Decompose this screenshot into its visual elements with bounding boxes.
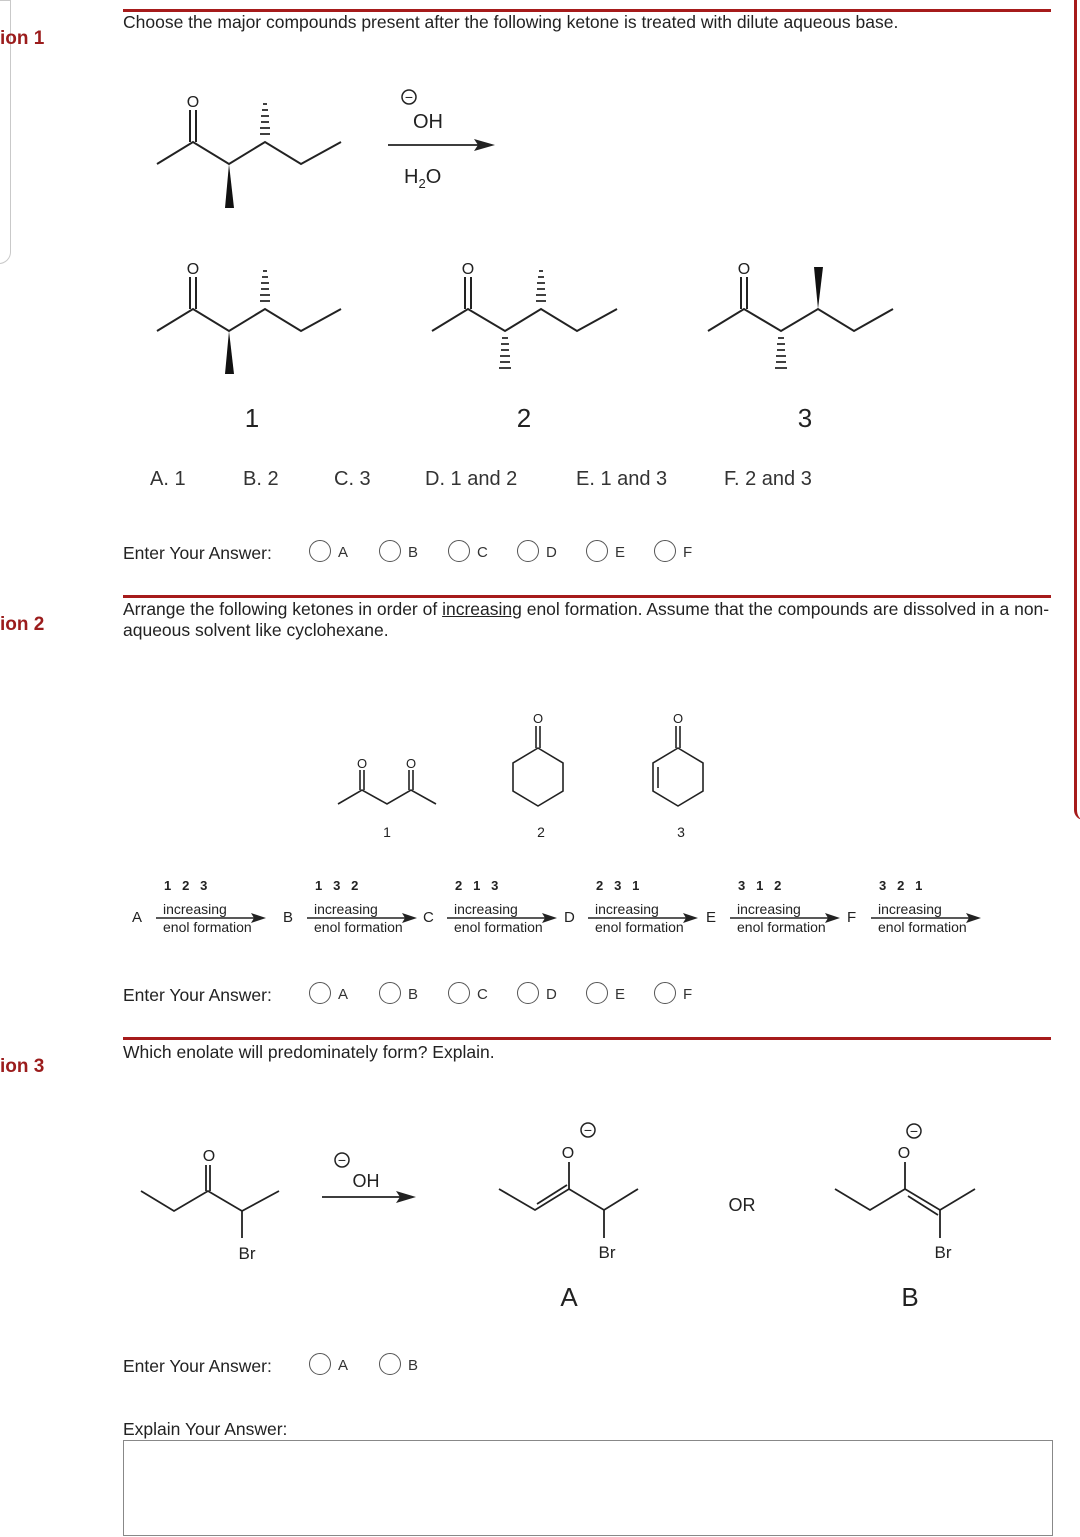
svg-text:O: O xyxy=(561,1145,575,1162)
q1-answer-row: Enter Your Answer: A B C D E F xyxy=(123,539,823,567)
q1-label-2: 2 xyxy=(516,403,532,433)
q2-answer-label: Enter Your Answer: xyxy=(123,985,272,1005)
q1-choice-d: D. 1 and 2 xyxy=(425,468,518,490)
q1-answer-label: Enter Your Answer: xyxy=(123,543,272,563)
svg-text:O: O xyxy=(461,261,475,278)
q2-ordering-sequence: 2 1 3 xyxy=(455,878,499,893)
q3-or-text: OR xyxy=(728,1195,756,1215)
q1-label-1: 1 xyxy=(244,403,260,433)
q1-label-3: 3 xyxy=(797,403,813,433)
q2-arrow-bottom-label: enol formation xyxy=(595,919,684,935)
q3-reagent-oh: OH xyxy=(352,1171,380,1191)
q1-reagent-h2o: $H_2O$ xyxy=(404,166,442,191)
q3-prompt: Which enolate will predominately form? Explain. xyxy=(123,1042,495,1062)
q2-arrow-top-label: increasing xyxy=(454,901,518,917)
q2-ordering-letter: F xyxy=(847,909,857,926)
q2-arrow-top-label: increasing xyxy=(595,901,659,917)
q2-ordering-sequence: 1 2 3 xyxy=(164,878,208,893)
svg-text:O: O xyxy=(532,711,544,726)
svg-text:O: O xyxy=(356,756,368,771)
q2-label-2: 2 xyxy=(537,824,545,840)
q2-ordering-letter: C xyxy=(423,909,434,926)
q2-arrow-bottom-label: enol formation xyxy=(163,919,252,935)
q3-explain-label: Explain Your Answer: xyxy=(123,1419,288,1439)
q3-answer-row: Enter Your Answer: A B xyxy=(123,1352,523,1380)
q2-arrow-top-label: increasing xyxy=(163,901,227,917)
q2-arrow-bottom-label: enol formation xyxy=(314,919,403,935)
q2-arrow-bottom-label: enol formation xyxy=(737,919,826,935)
q1-prompt: Choose the major compounds present after the following ketone is treated with dilute aqueous base. xyxy=(123,12,899,32)
q2-arrow-top-label: increasing xyxy=(737,901,801,917)
q2-answer-row: Enter Your Answer: A B C D E F xyxy=(123,981,823,1009)
q3-starting-ketone xyxy=(141,1165,279,1238)
q2-arrow-top-label: increasing xyxy=(314,901,378,917)
q2-ordering-sequence: 1 3 2 xyxy=(315,878,359,893)
svg-text:−: − xyxy=(909,1123,919,1139)
q3-enolate-a xyxy=(499,1162,638,1238)
q2-ordering-sequence: 3 2 1 xyxy=(879,878,923,893)
svg-text:O: O xyxy=(672,711,684,726)
q2-prompt: Arrange the following ketones in order of increasing enol formation. Assume that the compounds are dissolved in a non-aqueous solvent like cyclohexane. xyxy=(123,599,1050,640)
q2-arrow-bottom-label: enol formation xyxy=(454,919,543,935)
svg-text:O: O xyxy=(202,1148,216,1165)
question-nav-item-3[interactable]: ion 3 xyxy=(0,1056,45,1077)
question-nav-item-2[interactable]: ion 2 xyxy=(0,614,45,635)
q2-ordering-sequence: 2 3 1 xyxy=(596,878,640,893)
svg-text:Br: Br xyxy=(598,1243,616,1262)
q2-ordering-letter: B xyxy=(283,909,294,926)
q2-ordering-sequence: 3 1 2 xyxy=(738,878,782,893)
q1-reagent-oh: OH xyxy=(413,111,443,133)
q3-answer-label: Enter Your Answer: xyxy=(123,1356,272,1376)
q2-arrow-top-label: increasing xyxy=(878,901,942,917)
q3-enolate-b xyxy=(835,1162,975,1238)
q2-ordering-letter: D xyxy=(564,909,575,926)
svg-text:−: − xyxy=(583,1122,593,1138)
q1-choice-c: C. 3 xyxy=(334,468,371,490)
q1-choice-a: A. 1 xyxy=(150,468,186,490)
q3-label-a: A xyxy=(560,1282,578,1312)
svg-text:−: − xyxy=(337,1152,347,1168)
q2-ordering-letter: A xyxy=(132,909,143,926)
svg-text:O: O xyxy=(737,261,751,278)
question-nav-item-1[interactable]: ion 1 xyxy=(0,28,45,49)
q1-choice-f: F. 2 and 3 xyxy=(724,468,812,490)
q2-arrow-bottom-label: enol formation xyxy=(878,919,967,935)
q1-charge-sign: − xyxy=(404,89,414,105)
svg-text:Br: Br xyxy=(238,1244,256,1263)
svg-text:O: O xyxy=(405,756,417,771)
q1-oxygen-label: O xyxy=(186,94,200,111)
q2-ordering-letter: E xyxy=(706,909,717,926)
radio-circle[interactable] xyxy=(379,1353,401,1375)
q3-label-b: B xyxy=(901,1282,919,1312)
q1-choice-b: B. 2 xyxy=(243,468,279,490)
q3-explain-textarea[interactable] xyxy=(123,1440,1053,1536)
svg-text:O: O xyxy=(186,261,200,278)
svg-text:Br: Br xyxy=(934,1243,952,1262)
radio-circle[interactable] xyxy=(309,1353,331,1375)
svg-text:O: O xyxy=(897,1145,911,1162)
q1-choice-e: E. 1 and 3 xyxy=(576,468,668,490)
q2-label-3: 3 xyxy=(677,824,685,840)
q2-label-1: 1 xyxy=(383,824,391,840)
